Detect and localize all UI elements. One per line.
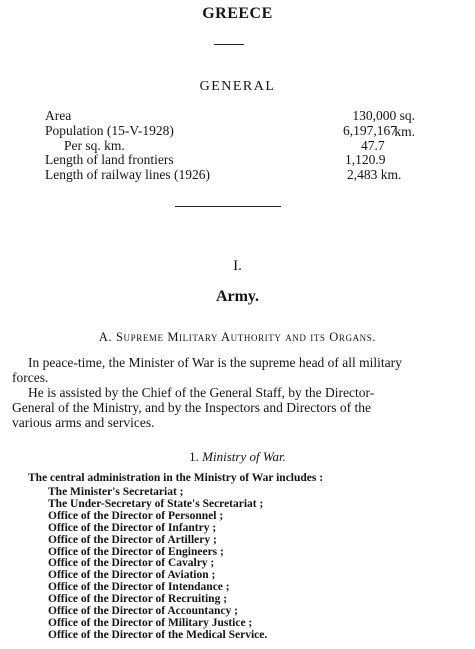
paragraph-2 <box>12 385 375 430</box>
stat-label: Area <box>45 108 72 123</box>
stat-value: 6,197,167 <box>343 123 397 138</box>
ministry-intro: The central administration in the Ministry of War includes : <box>28 472 324 484</box>
paragraph-line: various arms and services. <box>12 415 155 430</box>
list-item: Office of the Director of Engineers ; <box>48 545 224 558</box>
section-title: Supreme Military Authority and its Organs. <box>115 330 377 344</box>
stat-value: 2,483 km. <box>347 167 402 182</box>
stat-label: Length of railway lines (1926) <box>45 167 210 182</box>
list-item: Office of the Director of Personnel ; <box>48 509 224 522</box>
subsection-number: 1. <box>189 449 199 464</box>
stat-value: 130,000 sq. km. <box>352 108 415 139</box>
subsection-title: Ministry of War. <box>202 449 286 464</box>
list-item: Office of the Director of Military Justice ; <box>48 616 253 629</box>
list-item: The Under-Secretary of State's Secretariat ; <box>48 497 264 510</box>
list-item: Office of the Director of Accountancy ; <box>48 605 238 618</box>
title-divider <box>214 44 244 45</box>
part-title: Army. <box>215 288 260 305</box>
section-divider <box>175 206 281 207</box>
section-heading <box>0 330 475 345</box>
office-list <box>48 487 267 642</box>
stat-value: 47.7 <box>361 138 385 153</box>
paragraph-line: He is assisted by the Chief of the General Staff, by the Director- <box>28 385 375 400</box>
list-item: Office of the Director of Infantry ; <box>48 521 217 534</box>
list-item: Office of the Director of Recruiting ; <box>48 593 228 606</box>
list-item: Office of the Director of the Medical Service. <box>48 628 268 641</box>
part-number: I. <box>233 258 242 274</box>
stat-row-railway-lines <box>45 167 415 183</box>
stat-row-land-frontiers <box>45 152 415 168</box>
stat-label: Population (15-V-1928) <box>45 123 174 138</box>
list-item: The Minister's Secretariat ; <box>48 486 184 498</box>
stat-value: 1,120.9 <box>345 152 386 167</box>
stat-label: Per sq. km. <box>64 138 125 153</box>
list-item: Office of the Director of Aviation ; <box>48 569 216 582</box>
general-heading: GENERAL <box>199 79 276 94</box>
subsection-heading <box>0 449 475 465</box>
paragraph-line: forces. <box>12 370 49 385</box>
country-title: GREECE <box>202 5 273 22</box>
section-letter: A. <box>98 330 113 344</box>
stat-label: Length of land frontiers <box>45 152 174 167</box>
list-item: Office of the Director of Intendance ; <box>48 581 230 594</box>
list-item: Office of the Director of Artillery ; <box>48 533 217 546</box>
stat-row-population <box>45 123 415 139</box>
paragraph-line: General of the Ministry, and by the Inspectors and Directors of the <box>12 400 372 415</box>
paragraph-1 <box>12 355 402 385</box>
list-item: Office of the Director of Cavalry ; <box>48 557 215 570</box>
paragraph-line: In peace-time, the Minister of War is the supreme head of all military <box>28 355 402 370</box>
